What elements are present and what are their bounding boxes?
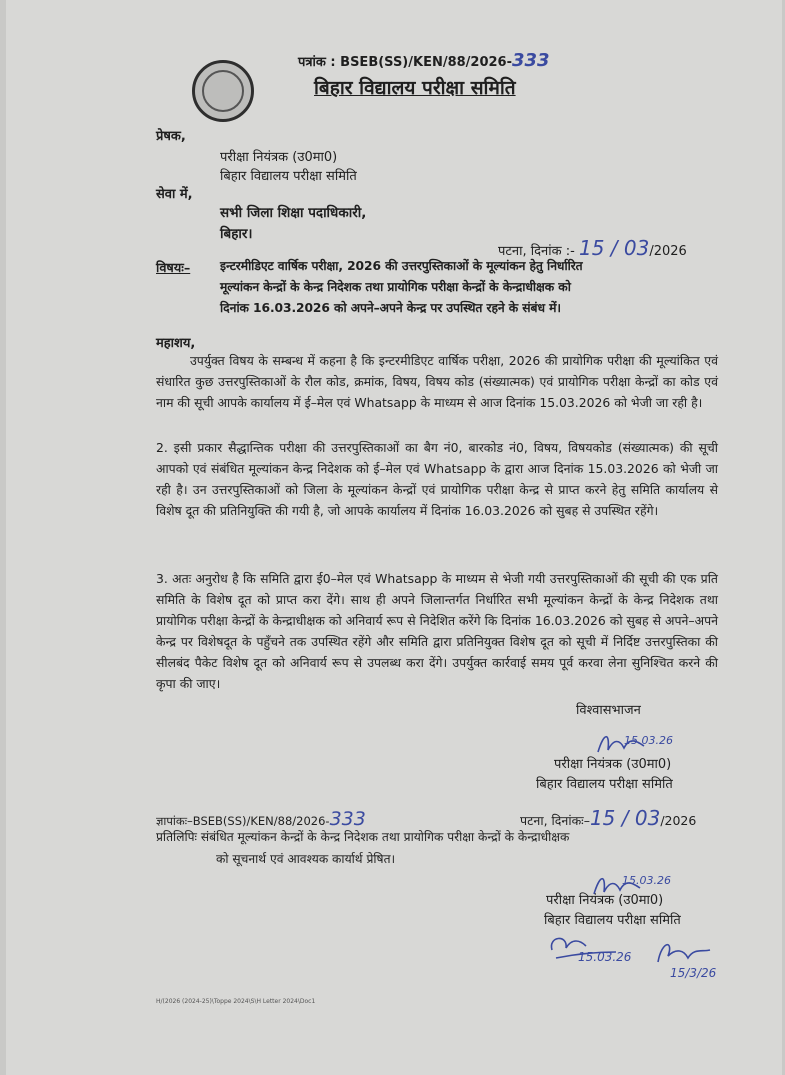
closing-text: विश्वासभाजन	[576, 703, 641, 718]
paragraph-1: उपर्युक्त विषय के सम्बन्ध में कहना है कि इन्टरमीडिएट वार्षिक परीक्षा, 2026 की प्रायोगिक परीक्षा की मूल्यांकित एवं संधारित कुछ उत्तरपुस्तिकाओं के रौल कोड, क्रमांक, विषय, विषय कोड (संख्यात्मक) एवं प्रायोगिक परीक्षा केन्द्रों का कोड एवं नाम की सूची आपके कार्यालय में ई–मेल एवं Whatsapp के माध्यम से आज दिनांक 15.03.2026 को भेजी जा रही है।	[156, 353, 718, 410]
letter-page	[6, 0, 782, 1075]
sender-organization: बिहार विद्यालय परीक्षा समिति	[220, 169, 357, 184]
footer-file-path: H/(2026 (2024-25)\Toppe 2024\S\H Letter 2024\Doc1	[156, 998, 316, 1005]
sender-designation: परीक्षा नियंत्रक (उ0मा0)	[220, 150, 338, 165]
subject-line1: इन्टरमीडिएट वार्षिक परीक्षा, 2026 की उत्तरपुस्तिकाओं के मूल्यांकन हेतु निर्धारित	[220, 259, 583, 273]
signatory-1-designation: परीक्षा नियंत्रक (उ0मा0)	[554, 757, 672, 772]
subject-line3: दिनांक 16.03.2026 को अपने–अपने केन्द्र पर उपस्थित रहने के संबंध में।	[220, 301, 561, 315]
signatory-2-organization: बिहार विद्यालय परीक्षा समिति	[544, 913, 681, 928]
subject-label: विषयः–	[156, 261, 191, 276]
paragraph-2: 2. इसी प्रकार सैद्धान्तिक परीक्षा की उत्तरपुस्तिकाओं का बैग नं0, बारकोड नं0, विषय, विषयकोड (संख्यात्मक) की सूची आपको एवं संबंधित मूल्यांकन केन्द्र निदेशक को ई–मेल एवं Whatsapp के द्वारा आज दिनांक 15.03.2026 को भेजी जा रही है। उन उत्तरपुस्तिकाओं को जिला के मूल्यांकन केन्द्रों एवं प्रायोगिक परीक्षा केन्द्र से प्राप्त करने हेतु समिति कार्यालय से विशेष दूत की प्रतिनियुक्ति की गयी है, जो आपके कार्यालय में दिनांक 16.03.2026 को सुबह से उपस्थित रहेंगे।	[156, 440, 718, 518]
sender-label: प्रेषक,	[156, 129, 186, 144]
memo-number: ज्ञापांकः–BSEB(SS)/KEN/88/2026-333	[156, 808, 366, 830]
paragraph-3: 3. अतः अनुरोध है कि समिति द्वारा ई0–मेल एवं Whatsapp के माध्यम से भेजी गयी उत्तरपुस्तिकाओं की सूची की एक प्रति समिति के विशेष दूत को प्राप्त करा देंगे। साथ ही अपने जिलान्तर्गत निर्धारित सभी मूल्यांकन केन्द्रों के केन्द्र निदेशक तथा प्रायोगिक परीक्षा केन्द्रों के केन्द्राधीक्षक को अनिवार्य रूप से निदेशित करेंगे कि दिनांक 16.03.2026 को सुबह से अपने–अपने केन्द्र पर विशेषदूत के पहुँचने तक उपस्थित रहेंगे और समिति द्वारा प्रतिनियुक्त विशेष दूत को सूची में निर्दिष्ट उत्तरपुस्तिका की सीलबंद पैकेट विशेष दूत को अनिवार्य रूप से उपलब्ध करा देंगे। उपर्युक्त कार्रवाई समय पूर्व करवा लेना सुनिश्चित करने की कृपा की जाए।	[156, 571, 718, 691]
letter-number: पत्रांक : BSEB(SS)/KEN/88/2026-333	[298, 50, 550, 71]
initials-2-icon	[654, 936, 724, 966]
copy-to-line2: को सूचनार्थ एवं आवश्यक कार्यार्थ प्रेषित।	[216, 852, 396, 866]
signature-1-date: 15.03.26	[624, 734, 673, 747]
board-seal-icon	[192, 60, 254, 122]
signatory-1-organization: बिहार विद्यालय परीक्षा समिति	[536, 777, 673, 792]
initials-2-date: 15/3/26	[670, 966, 717, 980]
subject-line2: मूल्यांकन केन्द्रों के केन्द्र निदेशक तथा प्रायोगिक परीक्षा केन्द्रों के केन्द्राधीक्षक को	[220, 280, 571, 294]
letter-date: पटना, दिनांक :- 15 / 03/2026	[498, 236, 687, 260]
memo-date: पटना, दिनांकः–15 / 03/2026	[520, 806, 697, 830]
signatory-2-designation: परीक्षा नियंत्रक (उ0मा0)	[546, 893, 664, 908]
salutation: महाशय,	[156, 336, 196, 351]
recipient-line2: बिहार।	[220, 226, 253, 242]
copy-to-line1: प्रतिलिपिः संबंधित मूल्यांकन केन्द्रों के केन्द्र निदेशक तथा प्रायोगिक परीक्षा केन्द्रों के केन्द्राधीक्षक	[156, 830, 570, 844]
organization-name: बिहार विद्यालय परीक्षा समिति	[314, 77, 516, 99]
recipient-label: सेवा में,	[156, 187, 193, 202]
signature-2-date: 15.03.26	[622, 874, 671, 887]
recipient-line1: सभी जिला शिक्षा पदाधिकारी,	[220, 205, 367, 221]
initials-1-date: 15.03.26	[578, 950, 632, 964]
